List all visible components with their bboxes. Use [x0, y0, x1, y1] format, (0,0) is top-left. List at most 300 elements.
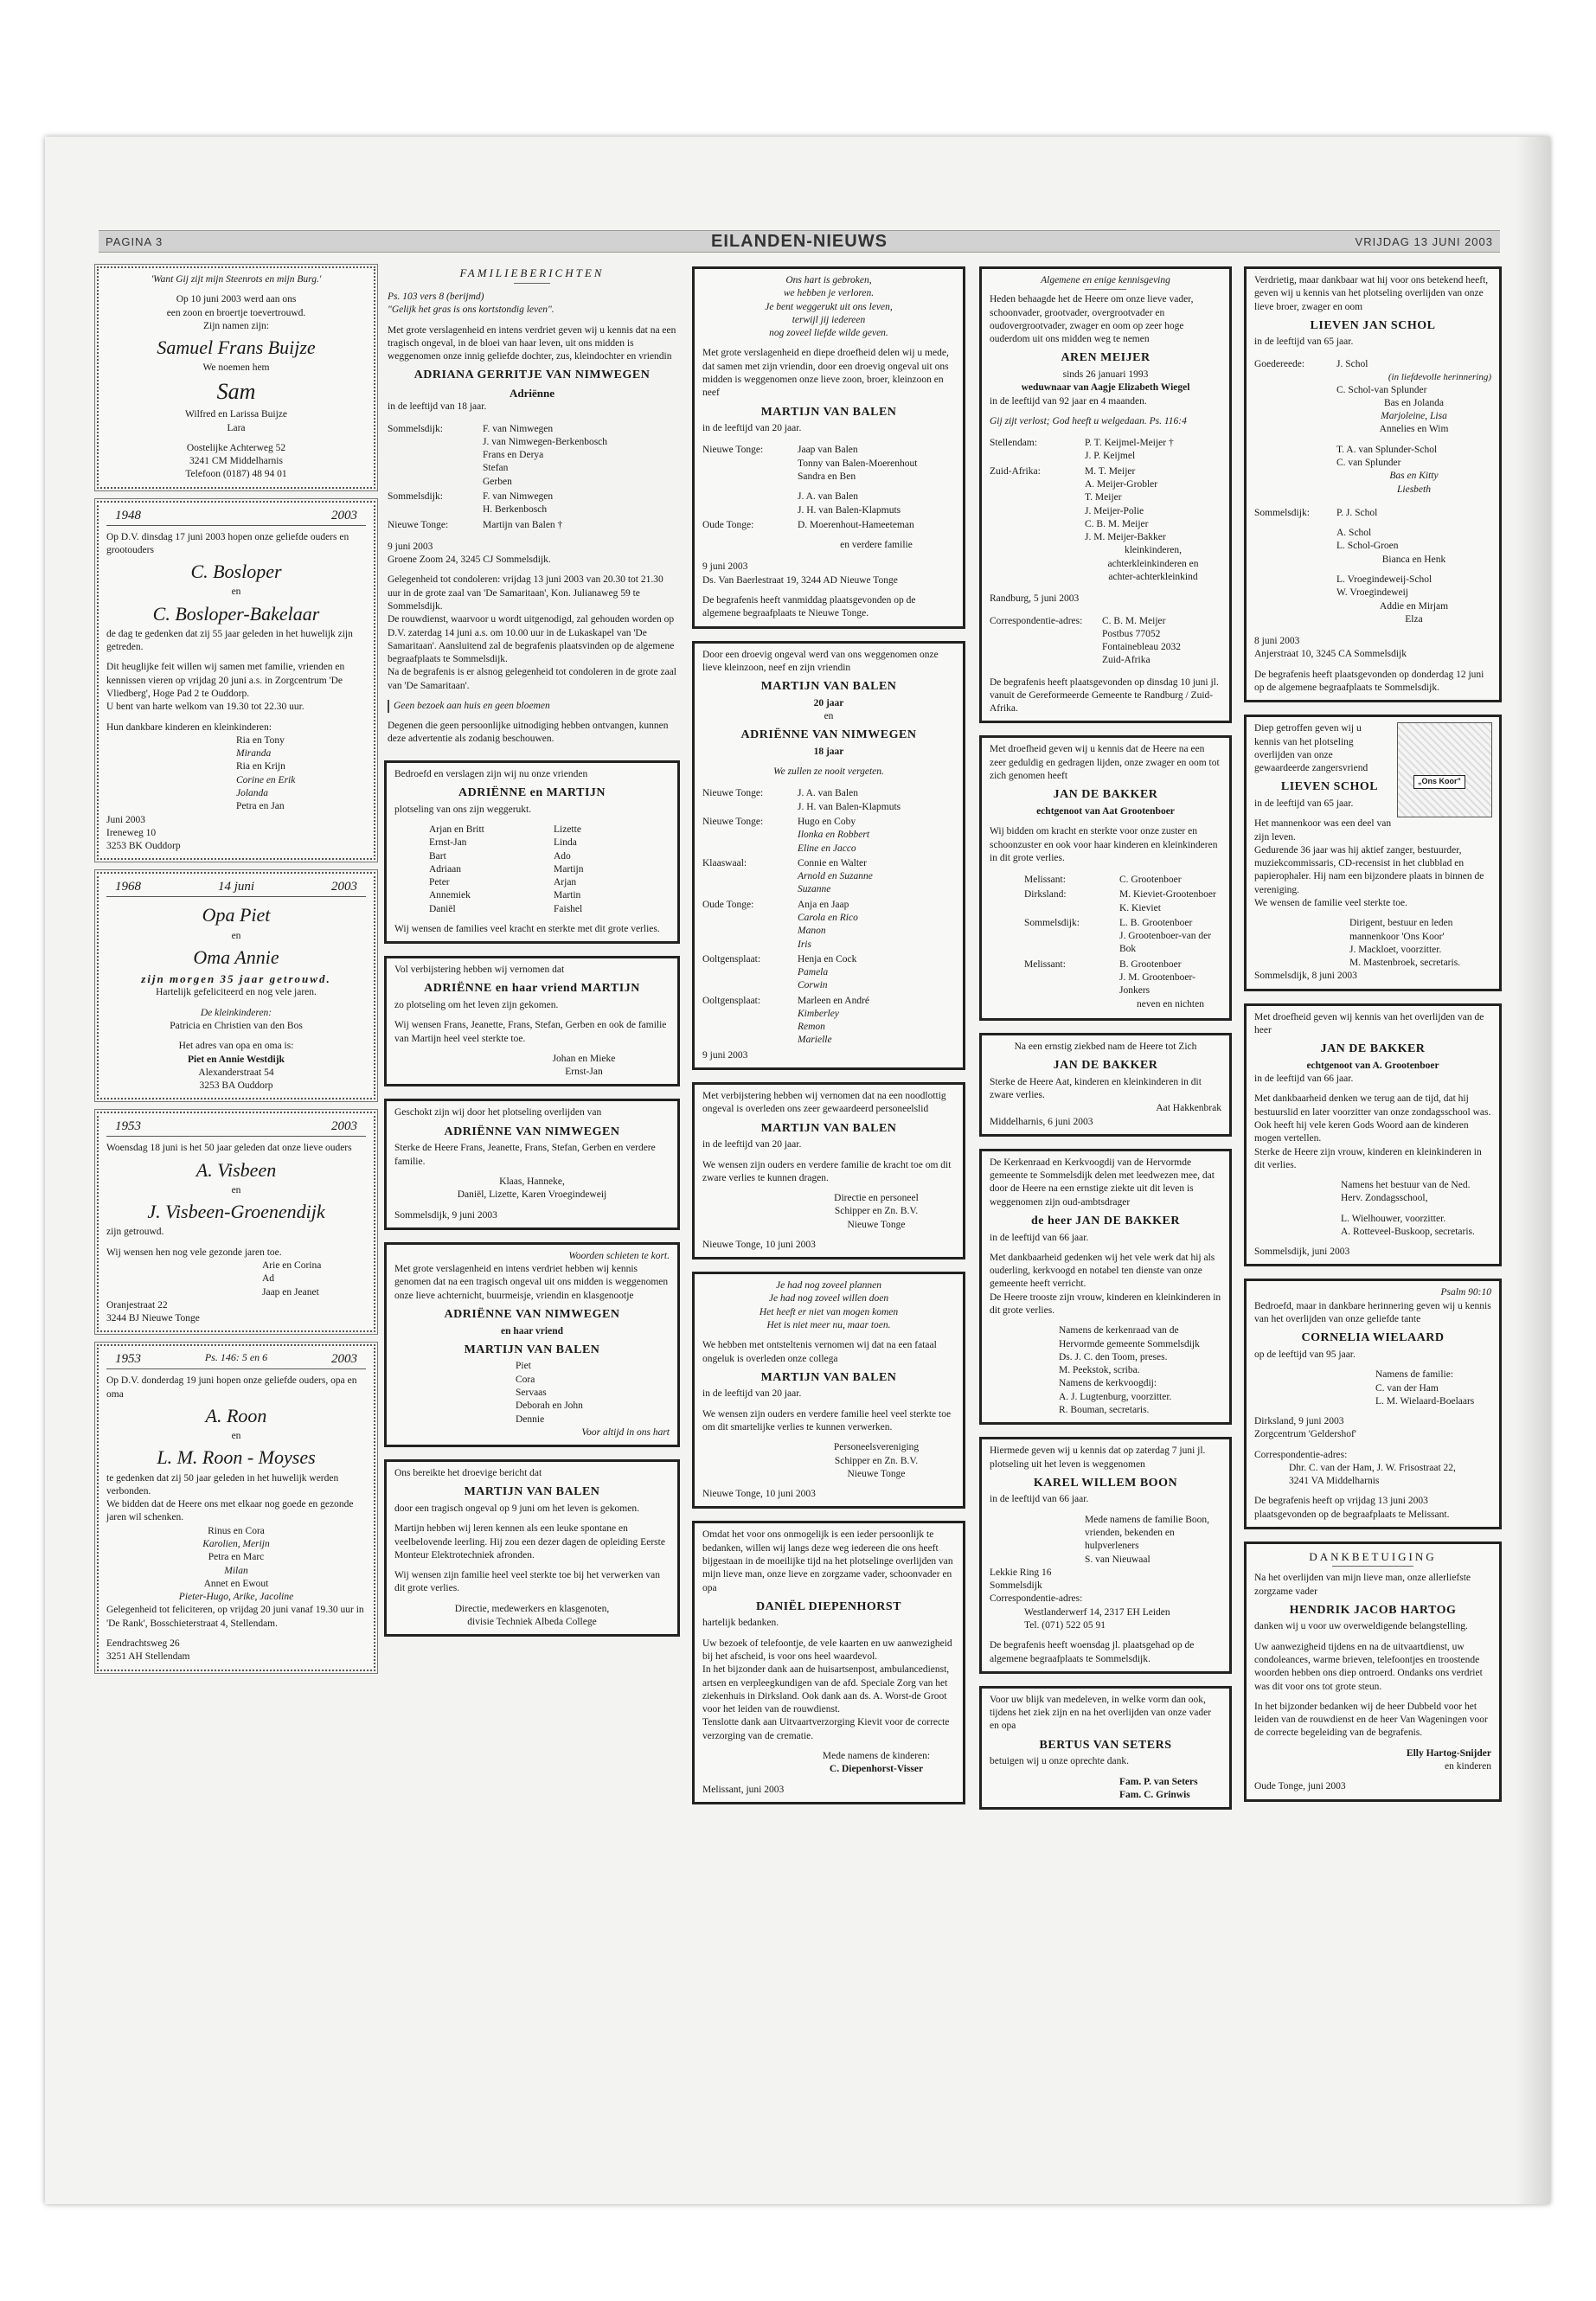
text: Het adres van opa en oma is: [178, 1041, 294, 1052]
year-end: 2003 [331, 1119, 357, 1134]
masthead [99, 230, 1500, 253]
family-member: Bianca en Henk [1381, 554, 1446, 565]
year-start: 1953 [115, 1352, 141, 1367]
family-member: Annelies en Wim [1379, 424, 1449, 435]
year-end: 2003 [331, 508, 357, 522]
text: te gedenken dat zij 50 jaar geleden in het huwelijk werden verbonden. [106, 1472, 339, 1497]
thanks-diepenhorst [692, 1521, 965, 1804]
date: 9 juni 2003 [388, 541, 433, 552]
age: op de leeftijd van 95 jaar. [1254, 1349, 1356, 1360]
family-member: Arnold en Suzanne [798, 871, 873, 882]
text: Uw aanwezigheid tijdens en na de uitvaartdienst, uw condoleances, warme brieven, telefoontjes en troostende woorden hebben ons diep ontroerd. Ondanks ons verdriet was dit voor ons tot grote steun. [1254, 1641, 1483, 1692]
deceased-name: ADRIËNNE en haar vriend MARTIJN [424, 982, 640, 996]
family-member: J. P. Keijmel [1085, 451, 1136, 462]
condolence-schipper-directie [692, 1082, 965, 1259]
text: Uw bezoek of telefoontje, de vele kaarten en uw aanwezigheid bij het afscheid, is voor ons heel waardevol. [702, 1638, 952, 1663]
verse: we hebben je verloren. [783, 288, 875, 299]
text: Met grote verslagenheid en intens verdriet hebben wij kennis genomen dat na een tragisch ongeval uit ons midden is weggenomen onze lieve achternicht, buurmeisje, vriendin en klasgenootje [394, 1264, 669, 1301]
text: Wij wensen zijn familie heel veel sterkte toe bij het verwerken van dit grote verlies. [394, 1570, 661, 1594]
signature: J. Mackloet, voorzitter. [1349, 944, 1442, 955]
column-3 [692, 266, 965, 1817]
signature: Hervormde gemeente Sommelsdijk [1059, 1338, 1200, 1349]
friend-name: Linda [554, 837, 577, 849]
signature: Daniël, Lizette, Karen Vroegindeweij [457, 1189, 607, 1201]
deceased-name: BERTUS VAN SETERS [1039, 1738, 1172, 1752]
family-member: Tonny van Balen-Moerenhout [798, 458, 918, 469]
address: 3253 BA Ouddorp [199, 1080, 273, 1092]
birth-announcement [97, 266, 375, 489]
deceased-name: ADRIËNNE VAN NIMWEGEN [740, 728, 917, 742]
family-member: Frans en Derya [483, 450, 544, 461]
family-member: Bas en Jolanda [1384, 397, 1444, 408]
signature: Dirigent, bestuur en leden [1349, 918, 1453, 929]
signature: R. Bouman, secretaris. [1059, 1405, 1150, 1415]
obituary-grandparents [692, 641, 965, 1071]
family-member: Miranda [236, 748, 272, 760]
year-end: 2003 [331, 880, 357, 894]
family-member: Petra en Marc [208, 1552, 265, 1563]
place: Sommelsdijk: [388, 423, 443, 434]
family-member: Stefan [483, 463, 509, 474]
family-member: Milan [224, 1565, 248, 1576]
date: Oude Tonge, juni 2003 [1254, 1781, 1346, 1792]
text: Met grote verslagenheid en diepe droefheid delen wij u mede, dat samen met zijn vriendin, door een droevig ongeval uit ons midden is weggenomen onze lieve zoon, broer, kleinzoon en neef [702, 348, 949, 399]
signature: vrienden, bekenden en [1085, 1528, 1175, 1539]
family-member: K. Kieviet [1119, 902, 1161, 913]
condolence-albeda [384, 1459, 680, 1637]
address: Ireneweg 10 [106, 827, 157, 838]
text: Met droefheid geven wij u kennis dat de Heere na een zeer geduldig en gedragen lijden, onze zwager en oom tot zich genomen heeft [990, 744, 1220, 782]
address: Zuid-Afrika [1102, 655, 1151, 666]
family-member: A. Meijer-Grobler [1085, 478, 1158, 490]
place: Ooltgensplaat: [702, 953, 761, 965]
address: Postbus 77052 [1102, 628, 1161, 639]
family-member: Elza [1405, 613, 1423, 625]
text: We wensen zijn ouders en verdere familie heel veel sterkte toe om dit smartelijke verlies te kunnen verwerken. [702, 1408, 952, 1433]
verse: Je had nog zoveel plannen [776, 1280, 881, 1292]
family-member: J. M. Grootenboer-Jonkers [1119, 972, 1195, 997]
place: Oude Tonge: [702, 519, 754, 530]
text: en haar vriend [501, 1325, 563, 1336]
family-member: F. van Nimwegen [483, 423, 554, 434]
condolence-classmates [384, 1242, 680, 1447]
signature: divisie Techniek Albeda College [467, 1616, 597, 1627]
text: Na de begrafenis is er alsnog gelegenheid tot condoleren in de grote zaal van 'De Samaritaan'. [388, 667, 677, 691]
text: We wensen de familie veel sterkte toe. [1254, 897, 1407, 908]
text: Piet en Annie Westdijk [188, 1054, 285, 1065]
text: de dag te gedenken dat zij 55 jaar geleden in het huwelijk zijn getreden. [106, 628, 353, 653]
signature: Directie en personeel [834, 1193, 919, 1204]
signature: Nieuwe Tonge [847, 1468, 906, 1479]
text: Zijn namen zijn: [202, 320, 269, 331]
text: Met grote verslagenheid en intens verdriet geven wij u kennis dat na een tragisch ongeval, in de bloei van haar leven, uit ons midden is weggenomen onze innig geliefde dochter, zus, kleindochter en vriendin [388, 324, 676, 362]
family-member: (in liefdevolle herinnering) [1388, 372, 1491, 383]
text: Vol verbijstering hebben wij vernomen dat [394, 965, 565, 976]
obituary-karel-boon [979, 1437, 1232, 1674]
address: Alexanderstraat 54 [198, 1067, 274, 1078]
column-4 [979, 266, 1232, 1822]
family-member: Kimberley [798, 1008, 839, 1019]
parents: Wilfred en Larissa Buijze [184, 409, 287, 420]
signature: Cora [516, 1374, 535, 1385]
signature: Fam. P. van Seters [1119, 1776, 1198, 1787]
thanks-hartog [1244, 1541, 1502, 1802]
text: We noemen hem [202, 362, 270, 374]
text: een zoon en broertje toevertrouwd. [166, 307, 306, 318]
signature: C. van der Ham [1375, 1382, 1439, 1394]
family-member: Marielle [798, 1035, 832, 1046]
text: We wensen zijn ouders en verdere familie de kracht toe om dit zware verlies te kunnen dragen. [702, 1159, 952, 1183]
condolence-personeelsvereniging [692, 1272, 965, 1509]
deceased-name: MARTIJN VAN BALEN [760, 1370, 897, 1384]
family-member: Jolanda [236, 788, 269, 799]
date: Nieuwe Tonge, 10 juni 2003 [702, 1239, 816, 1250]
place: Melissant: [1024, 958, 1066, 970]
family-member: J. H. van Balen-Klapmuts [798, 801, 901, 812]
verse: Ps. 103 vers 8 (berijmd) [388, 292, 484, 302]
friend-name: Martin [554, 890, 581, 901]
anniversary-westdijk [97, 872, 375, 1099]
text: Degenen die geen persoonlijke uitnodiging hebben ontvangen, kunnen deze advertentie als zodanig beschouwen. [388, 721, 669, 745]
text: hartelijk bedanken. [702, 1618, 779, 1629]
deceased-name: JAN DE BAKKER [1320, 1042, 1426, 1056]
spouse-name: J. Visbeen-Groenendijk [147, 1201, 325, 1223]
text: Hiermede geven wij u kennis dat op zaterdag 7 juni jl. plotseling uit het leven is weggenomen [990, 1445, 1206, 1470]
family-member: J. Grootenboer-van der Bok [1119, 931, 1212, 955]
text: Geschokt zijn wij door het plotseling overlijden van [394, 1107, 602, 1118]
address: C. B. M. Meijer [1102, 615, 1166, 626]
friend-name: Daniël [429, 903, 456, 914]
family-member: Bas en Kitty [1389, 471, 1439, 482]
text: U bent van harte welkom van 19.30 tot 22.30 uur. [106, 702, 304, 713]
address: 3241 CM Middelharnis [189, 456, 283, 467]
phone: Telefoon (0187) 48 94 01 [185, 469, 287, 480]
text: Wij wensen Frans, Jeanette, Frans, Stefan, Gerben en ook de familie van Martijn heel veel sterkte toe. [394, 1020, 667, 1044]
family-member: Annet en Ewout [203, 1578, 269, 1589]
friend-name: Lizette [554, 824, 581, 835]
date: Sommelsdijk, 9 juni 2003 [394, 1209, 497, 1221]
date: Melissant, juni 2003 [702, 1784, 785, 1795]
family-member: Jaap van Balen [798, 445, 858, 456]
deceased-name: JAN DE BAKKER [1053, 1059, 1158, 1073]
family-member: Eline en Jacco [798, 843, 856, 854]
verse: Je bent weggerukt uit ons leven, [765, 301, 893, 312]
deceased-name: ADRIËNNE VAN NIMWEGEN [444, 1307, 620, 1321]
address: Lekkie Ring 16 [990, 1567, 1052, 1578]
family-member: M. Kieviet-Grootenboer [1119, 889, 1216, 901]
anniversary-bosloper [97, 501, 375, 861]
age: 20 jaar [813, 697, 844, 708]
family-member: P. J. Schol [1336, 507, 1378, 518]
signature: Ernst-Jan [565, 1067, 603, 1078]
family-member: Addie en Mirjam [1379, 600, 1449, 612]
spouse-name: Oma Annie [193, 945, 279, 968]
family-member: Pieter-Hugo, Arike, Jacoline [178, 1592, 294, 1603]
family-member: H. Berkenbosch [483, 504, 548, 516]
address: Zorgcentrum 'Geldershof' [1254, 1429, 1356, 1440]
age: in de leeftijd van 66 jaar. [990, 1232, 1089, 1243]
text: Door een droevig ongeval werd van ons weggenomen onze lieve kleinzoon, neef en zijn vriendin [702, 649, 939, 673]
signature: en kinderen [1445, 1761, 1491, 1772]
deceased-name: MARTIJN VAN BALEN [464, 1343, 600, 1356]
heading: Algemene en enige kennisgeving [1041, 275, 1170, 285]
friend-name: Peter [429, 877, 450, 888]
text: echtgenoot van A. Grootenboer [1306, 1060, 1439, 1071]
signature: Ds. J. C. den Toom, preses. [1059, 1351, 1168, 1362]
family-member: Carola en Rico [798, 912, 858, 923]
newspaper-title: EILANDEN-NIEUWS [711, 232, 888, 251]
text: We bidden dat de Heere ons met elkaar nog goede en gezonde jaren wil schenken. [106, 1499, 354, 1523]
signature: Namens de familie: [1375, 1369, 1454, 1381]
place: Nieuwe Tonge: [702, 816, 764, 827]
signature: L. M. Wielaard-Boelaars [1375, 1395, 1475, 1407]
text: Op 10 juni 2003 werd aan ons [176, 294, 297, 305]
text: Op D.V. donderdag 19 juni hopen onze geliefde ouders, opa en oma [106, 1375, 357, 1400]
text: echtgenoot van Aat Grootenboer [1036, 805, 1175, 817]
text: zijn getrouwd. [106, 1227, 164, 1238]
family-member: Liesbeth [1397, 484, 1431, 495]
signature: Dennie [516, 1413, 545, 1425]
family-member: P. T. Keijmel-Meijer † [1085, 438, 1174, 449]
family-member: M. T. Meijer [1085, 465, 1136, 477]
year-start: 1948 [115, 508, 141, 522]
logo-text: „Ons Koor" [1413, 775, 1465, 789]
age: in de leeftijd van 65 jaar. [1254, 798, 1354, 809]
text: De begrafenis heeft plaatsgevonden op dinsdag 10 juni jl. vanuit de Gereformeerde Gemeente te Randburg / Zuid-Afrika. [990, 676, 1219, 715]
place: Nieuwe Tonge: [388, 519, 449, 530]
text: Geen bezoek aan huis en geen bloemen [388, 700, 676, 713]
text: weduwnaar van Aagje Elizabeth Wiegel [1021, 382, 1190, 394]
quote: 'Want Gij zijt mijn Steenrots en mijn Burg.' [151, 274, 322, 285]
family-member: Ad [262, 1273, 275, 1285]
text: Gelegenheid tot condoleren: vrijdag 13 juni 2003 van 20.30 tot 21.30 uur in de grote zaal van 'De Samaritaan', Kon. Julianaweg 59 te Sommelsdijk. [388, 574, 663, 612]
label: Correspondentie-adres: [1254, 1449, 1348, 1460]
signature: Piet [516, 1361, 531, 1372]
family-member: F. van Nimwegen [483, 490, 554, 502]
family-member: Karolien, Merijn [202, 1539, 270, 1550]
obituary-ons-koor [1244, 715, 1502, 990]
text: De begrafenis heeft vanmiddag plaatsgevonden op de algemene begraafplaats te Nieuwe Tonge. [702, 594, 916, 619]
deceased-name: MARTIJN VAN BALEN [760, 1121, 897, 1135]
age: in de leeftijd van 20 jaar. [702, 423, 802, 434]
verse: nog zoveel liefde wilde geven. [769, 328, 888, 339]
condolence-vroegindeweij [384, 1099, 680, 1229]
text: Met droefheid geven wij kennis van het overlijden van de heer [1254, 1011, 1484, 1035]
friend-name: Bart [429, 850, 446, 862]
text: Gelegenheid tot feliciteren, op vrijdag 20 juni vanaf 19.30 uur in 'De Rank', Bosschieterstraat 4, Stellendam. [106, 1605, 364, 1629]
place: Nieuwe Tonge: [702, 445, 764, 456]
obituary-zondagsschool [1244, 1003, 1502, 1267]
family-member: neven en nichten [1137, 998, 1204, 1009]
text: We zullen ze nooit vergeten. [773, 766, 884, 778]
text: Hartelijk gefeliciteerd en nog vele jaren. [156, 987, 317, 998]
family-member: J. H. van Balen-Klapmuts [798, 504, 901, 516]
text: Dit heuglijke feit willen wij samen met familie, vrienden en kennissen vieren op vrijdag 20 juni a.s. in Zorgcentrum 'De Vliedberg', Hoge Pad 2 te Ouddorp. [106, 662, 345, 700]
signature: hulpverleners [1085, 1541, 1139, 1552]
family-member: Ria en Krijn [236, 761, 285, 772]
condolence-hakkenbrak [979, 1033, 1232, 1137]
friend-name: Adriaan [429, 863, 462, 875]
spouse-name: Opa Piet [202, 904, 271, 926]
family-member: C. Grootenboer [1119, 875, 1182, 886]
family-member: Sandra en Ben [798, 471, 856, 482]
sibling: Lara [227, 422, 246, 433]
deceased-name: MARTIJN VAN BALEN [464, 1485, 600, 1499]
phone: Tel. (071) 522 05 91 [1024, 1619, 1106, 1631]
family-member: Remon [798, 1022, 825, 1033]
place: Stellendam: [990, 438, 1037, 449]
family-member: A. Schol [1336, 528, 1372, 539]
family-member: Ilonka en Robbert [798, 830, 870, 841]
text: Tenslotte dank aan Uitvaartverzorging Kievit voor de correcte verzorging van de crematie. [702, 1717, 950, 1741]
date: Nieuwe Tonge, 10 juni 2003 [702, 1489, 816, 1500]
signature: Directie, medewerkers en klasgenoten, [454, 1603, 610, 1614]
text: Wij wensen hen nog vele gezonde jaren toe. [106, 1247, 282, 1258]
family-member: en verdere familie [840, 540, 913, 551]
page-number: PAGINA 3 [106, 235, 163, 248]
text: Sterke de Heere Frans, Jeanette, Frans, Stefan, Gerben en verdere familie. [394, 1143, 656, 1167]
date: Juni 2003 [106, 814, 146, 825]
child-nickname: Sam [216, 378, 256, 404]
text: Patricia en Christien van den Bos [170, 1020, 303, 1031]
signature: L. Wielhouwer, voorzitter. [1341, 1213, 1446, 1224]
issue-date: VRIJDAG 13 JUNI 2003 [1355, 235, 1493, 248]
place: Oude Tonge: [702, 899, 754, 910]
text: Diep getroffen geven wij u kennis van het plotseling overlijden van onze gewaardeerde zangersvriend [1254, 723, 1368, 774]
address: Dhr. C. van der Ham, J. W. Frisostraat 22, [1289, 1462, 1456, 1473]
signature: Aat Hakkenbrak [1156, 1103, 1221, 1114]
verse: terwijl jij iedereen [792, 314, 866, 325]
section-title: FAMILIEBERICHTEN [459, 266, 605, 279]
label: Correspondentie-adres: [990, 615, 1083, 626]
family-member: achterkleinkinderen en [1107, 558, 1199, 569]
obituary-aren-meijer [979, 266, 1232, 723]
address: 3244 BJ Nieuwe Tonge [106, 1313, 200, 1324]
text: Met dankbaarheid gedenken wij het vele werk dat hij als ouderling, kerkvoogd en notabel ten dienste van onze gemeente heeft verricht. [990, 1252, 1215, 1290]
text: De begrafenis heeft op vrijdag 13 juni 2003 plaatsgevonden op de begraafplaats te Melissant. [1254, 1496, 1450, 1520]
age: in de leeftijd van 66 jaar. [990, 1494, 1089, 1505]
spouse-name: A. Visbeen [195, 1158, 277, 1181]
family-member: Marjoleine, Lisa [1381, 411, 1447, 422]
family-member: C. Schol-van Splunder [1336, 384, 1427, 395]
obituary-jan-de-bakker-family [979, 735, 1232, 1020]
family-member: Anja en Jaap [798, 899, 849, 910]
age: 18 jaar [813, 746, 844, 757]
psalm: Ps. 146: 5 en 6 [204, 1351, 268, 1364]
verse: "Gelijk het gras is ons kortstondig leven". [388, 304, 554, 316]
friend-name: Annemiek [429, 890, 471, 901]
text: De begrafenis heeft plaatsgevonden op donderdag 12 juni op de algemene begraafplaats te Sommelsdijk. [1254, 669, 1484, 693]
obituary-cornelia-wielaard [1244, 1279, 1502, 1529]
text: Woensdag 18 juni is het 50 jaar geleden dat onze lieve ouders [106, 1143, 352, 1154]
anniversary-visbeen [97, 1112, 375, 1332]
date: Middelharnis, 6 juni 2003 [990, 1116, 1093, 1127]
deceased-name: ADRIANA GERRITJE VAN NIMWEGEN [413, 369, 651, 382]
place: Goedereede: [1254, 358, 1305, 369]
text: plotseling van ons zijn weggerukt. [394, 804, 532, 815]
signature: Deborah en John [516, 1400, 583, 1412]
text: Op D.V. dinsdag 17 juni 2003 hopen onze geliefde ouders en grootouders [106, 531, 349, 555]
text: Bedroefd, maar in dankbare herinnering geven wij u kennis van het overlijden van onze geliefde tante [1254, 1300, 1491, 1325]
column-2 [384, 266, 680, 1649]
deceased-name: MARTIJN VAN BALEN [760, 680, 897, 694]
signature: Mede namens de kinderen: [822, 1751, 931, 1761]
signature: A. Rotteveel-Buskoop, secretaris. [1341, 1226, 1475, 1237]
text: Wij wensen de families veel kracht en sterkte met dit grote verlies. [394, 923, 660, 934]
text: Martijn hebben wij leren kennen als een leuke spontane en veelbelovende leerling. Hij zou een dezer dagen de opleiding Eerste Monteur Elektrotechniek afronden. [394, 1523, 665, 1561]
place: Zuid-Afrika: [990, 465, 1041, 477]
family-member: B. Grootenboer [1119, 958, 1182, 970]
address: Anjerstraat 10, 3245 CA Sommelsdijk [1254, 649, 1407, 660]
place: Ooltgensplaat: [702, 995, 761, 1006]
signature: M. Mastenbroek, secretaris. [1349, 958, 1461, 969]
newspaper-page [45, 137, 1550, 2204]
family-member: Manon [798, 926, 826, 937]
deceased-name: LIEVEN JAN SCHOL [1310, 318, 1436, 332]
family-member: Marleen en André [798, 995, 870, 1006]
text: Het mannenkoor was een deel van zijn leven. [1254, 818, 1392, 843]
family-member: J. M. Meijer-Bakker [1085, 532, 1166, 543]
family-member: Pamela [798, 967, 829, 978]
family-member: J. A. van Balen [798, 788, 858, 799]
age: in de leeftijd van 20 jaar. [702, 1139, 802, 1150]
family-member: Corwin [798, 980, 828, 991]
address: Oranjestraat 22 [106, 1299, 168, 1311]
text: Voor uw blijk van medeleven, in welke vorm dan ook, tijdens het ziek zijn en na het overlijden van onze vader en opa [990, 1694, 1212, 1732]
year-end: 2003 [330, 1352, 357, 1367]
thanks-van-seters [979, 1686, 1232, 1810]
signature: Klaas, Hanneke, [499, 1176, 565, 1187]
family-member: Petra en Jan [236, 801, 285, 812]
family-member: Ria en Tony [236, 734, 285, 746]
family-member: kleinkinderen, [1124, 545, 1183, 556]
date: 8 juni 2003 [1254, 636, 1300, 647]
deceased-name: DANIËL DIEPENHORST [755, 1599, 902, 1613]
signature: Elly Hartog-Snijder [1406, 1747, 1491, 1759]
verse: Ons hart is gebroken, [785, 275, 872, 285]
signature: C. Diepenhorst-Visser [829, 1764, 924, 1775]
text: Wij bidden om kracht en sterkte voor onze zuster en schoonzuster en ook voor haar kinderen en kleinkinderen in dit grote verlies. [990, 826, 1218, 863]
family-member: D. Moerenhout-Hameeteman [798, 519, 914, 530]
year-start: 1968 [115, 880, 141, 894]
spouse-name: A. Roon [205, 1404, 267, 1426]
text: door een tragisch ongeval op 9 juni om het leven is gekomen. [394, 1503, 639, 1514]
address: Ds. Van Baerlestraat 19, 3244 AD Nieuwe Tonge [702, 574, 898, 586]
text: Ons bereikte het droevige bericht dat [394, 1468, 542, 1479]
friend-name: Ernst-Jan [429, 837, 467, 849]
spouse-name: L. M. Roon - Moyses [157, 1446, 316, 1469]
address: Eendrachtsweg 26 [106, 1638, 180, 1650]
text: De rouwdienst, waarvoor u wordt uitgenodigd, zal gehouden worden op D.V. zaterdag 14 juni a.s. om 10.00 uur in de Lukaskapel van 'De Samaritaan'. Aansluitend zal de begrafenis plaatsvinden op de algemene begraafplaats te Sommelsdijk. [388, 614, 675, 665]
signature: Nieuwe Tonge [847, 1219, 906, 1230]
text: Verdrietig, maar dankbaar wat hij voor ons betekend heeft, geven wij u kennis van het plotseling overlijden van onze lieve broer, zwager en oom [1254, 275, 1489, 312]
deceased-nickname: Adriënne [510, 387, 554, 401]
text: We hebben met ontsteltenis vernomen wij dat na een fataal ongeluk is overleden onze collega [702, 1340, 937, 1364]
deceased-name: CORNELIA WIELAARD [1301, 1331, 1445, 1345]
heading: DANKBETUIGING [1309, 1550, 1437, 1564]
family-member: Henja en Cock [798, 953, 857, 965]
verse: Het heeft er niet van mogen komen [759, 1306, 899, 1317]
family-member: J. Meijer-Polie [1085, 505, 1144, 516]
family-member: L. B. Grootenboer [1119, 917, 1193, 928]
signature: mannenkoor 'Ons Koor' [1349, 931, 1445, 942]
spouse-name: C. Bosloper [190, 561, 282, 583]
signature: Servaas [516, 1387, 547, 1398]
text: Hun dankbare kinderen en kleinkinderen: [106, 721, 272, 733]
date: Randburg, 5 juni 2003 [990, 593, 1080, 605]
verse: Je had nog zoveel willen doen [768, 1293, 889, 1304]
family-member: Suzanne [798, 884, 831, 895]
